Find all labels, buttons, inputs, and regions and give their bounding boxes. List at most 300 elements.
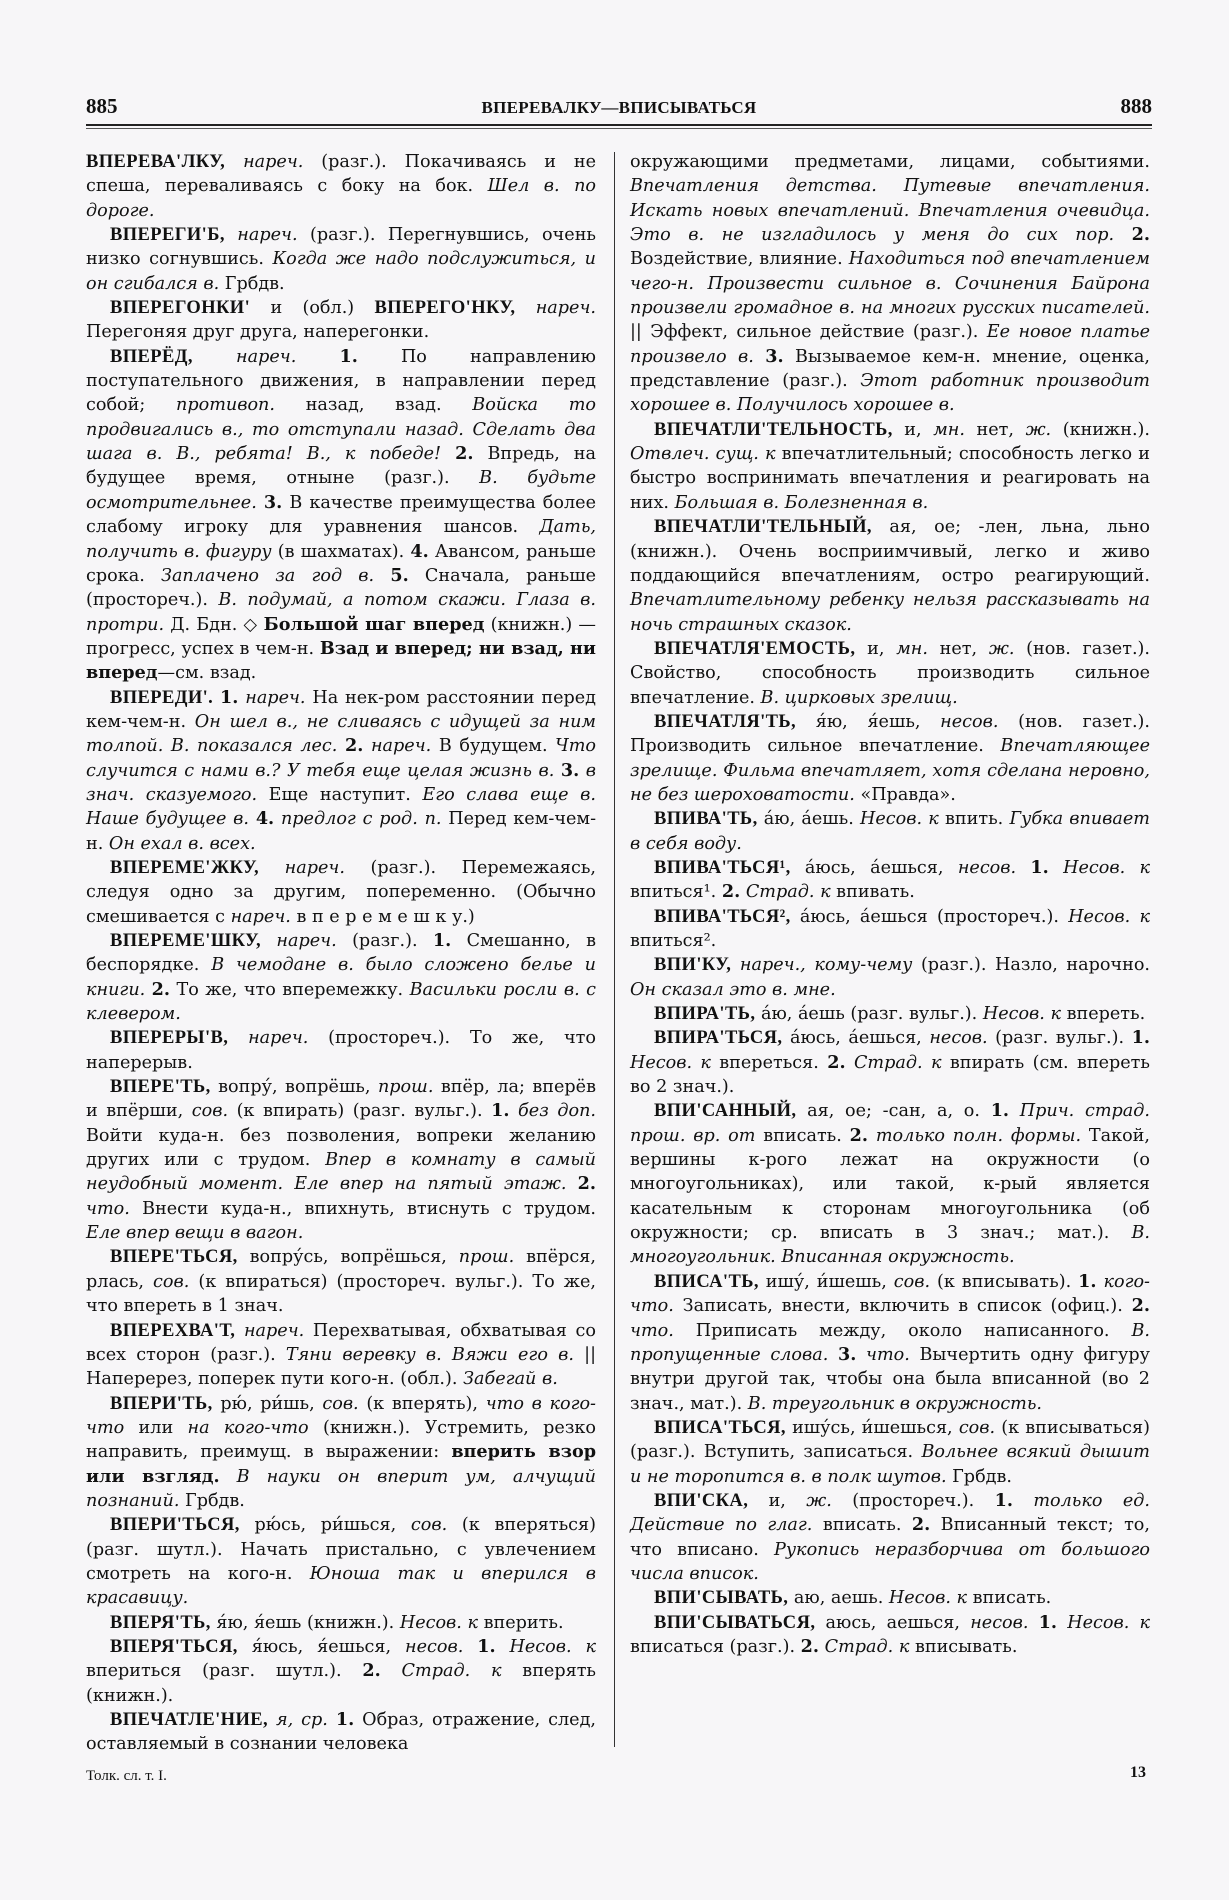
definition-text: впёр, ла; вперёв и впёрши,	[86, 1077, 596, 1122]
definition-text: Внести куда-н., впихнуть, втиснуть с трудом.	[129, 1198, 596, 1219]
italic-text: Страд. к	[745, 882, 831, 903]
dictionary-entry	[86, 296, 596, 345]
definition-text: впирать (см. впереть во 2 знач.).	[630, 1052, 1150, 1098]
definition-text	[213, 688, 220, 708]
dictionary-entry	[86, 1245, 596, 1318]
definition-text: впиться¹.	[630, 882, 722, 903]
definition-text: (книжн.).	[1051, 419, 1150, 440]
definition-text: ишу́сь, и́шешься,	[785, 1417, 959, 1438]
italic-text: Большая в. Болезненная в.	[674, 492, 929, 513]
italic-text: Несов. к	[982, 1004, 1061, 1025]
definition-text: назад, взад.	[274, 395, 473, 416]
definition-text: вопру́, вопрёшь,	[210, 1077, 378, 1098]
definition-text	[363, 736, 371, 756]
bold-text: 2.	[849, 1124, 869, 1146]
definition-text	[381, 1661, 402, 1681]
dictionary-entry	[630, 710, 1150, 807]
italic-text: Страд. к	[401, 1661, 502, 1682]
italic-text: В. будьте осмотрительнее.	[86, 468, 596, 513]
dictionary-entry	[630, 1026, 1150, 1099]
italic-text: Его слава еще в. Наше будущее в.	[86, 784, 596, 830]
italic-text: предлог с род. п.	[280, 809, 442, 830]
definition-text: я́ю, я́ешь (книжн.).	[210, 1612, 400, 1633]
headword: ВПЕЧАТЛЕ'НИЕ,	[110, 1710, 269, 1730]
bold-text: 2.	[1131, 1295, 1150, 1317]
definition-text: (к впираться) (простореч. вульг.). То же, что впереть в 1 знач.	[86, 1271, 597, 1317]
definition-text: Воздействие, влияние.	[630, 249, 849, 270]
bold-text: 1.	[220, 686, 239, 708]
italic-text: Он сказал это в. мне.	[630, 979, 836, 1000]
definition-text	[515, 298, 535, 318]
definition-text: (разг.). Покачиваясь и не спеша, переваливаясь с боку на бок.	[86, 152, 596, 197]
definition-text: в п е р е м е ш к у.)	[290, 906, 475, 927]
dictionary-entry	[86, 1611, 596, 1635]
definition-text: (к вписываться) (разг.). Вступить, записаться.	[630, 1417, 1150, 1463]
headword: ВПИ'СЫВАТЬ,	[654, 1588, 789, 1609]
definition-text: нет,	[964, 419, 1026, 440]
definition-text: вперять (книжн.).	[86, 1661, 597, 1706]
headword: ВПЕРЕХВА'Т,	[110, 1320, 236, 1341]
dictionary-entry	[86, 223, 596, 296]
headword: ВПЕРИ'ТЬСЯ,	[110, 1515, 240, 1536]
headword: ВПЕРЕГИ'Б,	[110, 225, 225, 246]
italic-text: Что случится с нами в.? У тебя еще целая жизнь в.	[86, 736, 596, 781]
definition-text: Приписать между, около написанного.	[673, 1320, 1132, 1341]
definition-text	[1013, 1491, 1033, 1511]
definition-text: и,	[892, 419, 934, 440]
definition-text: впить.	[938, 809, 1010, 830]
bold-text: 1.	[1038, 1611, 1058, 1633]
definition-text: вписать.	[812, 1515, 912, 1536]
italic-text: что.	[86, 1198, 130, 1219]
bold-text: 2.	[151, 978, 171, 1000]
italic-text: без доп.	[518, 1101, 596, 1122]
bold-text: 1.	[1131, 1027, 1150, 1049]
italic-text: Впечатляющее зрелище. Фильма впечатляет, хотя сделана неровно, не без шероховатости.	[630, 736, 1150, 805]
headword: ВПЕРЁД,	[110, 346, 193, 367]
italic-text: Отвлеч. сущ. к	[630, 444, 776, 465]
bold-text: 2.	[455, 443, 474, 465]
italic-text: сов.	[410, 1515, 448, 1536]
definition-text: (разг.). Перегнувшись, очень низко согнувшись.	[86, 225, 597, 270]
column-divider	[614, 152, 615, 1747]
headword: ВПИРА'ТЬСЯ,	[654, 1028, 783, 1049]
definition-text	[259, 858, 285, 878]
definition-text	[274, 809, 281, 829]
definition-text: По направлению поступательного движения, в направлении перед собой;	[86, 346, 596, 416]
italic-text: Забегай в.	[463, 1369, 558, 1390]
italic-text: нареч.	[276, 931, 337, 951]
definition-text: (к впирать) (разг. вульг.).	[228, 1101, 492, 1122]
italic-text: Васильки росли в. с клевером.	[86, 979, 596, 1025]
bold-text: 3.	[837, 1343, 857, 1365]
headword: ВПИРА'ТЬ,	[654, 1004, 756, 1025]
bold-text: вперить взор или взгляд.	[86, 1441, 596, 1487]
definition-text	[328, 1710, 336, 1730]
italic-text: несов.	[970, 1612, 1029, 1633]
definition-text: а́ю, а́ешь.	[757, 809, 861, 830]
bold-text: 2.	[362, 1660, 381, 1682]
italic-text: Находиться под впечатлением чего-н. Произвести сильное в. Сочинения Байрона произвели громадное в. на многих русских писателей.	[630, 249, 1150, 319]
italic-text: Впер в комнату в самый неудобный момент. Еле впер на пятый этаж.	[86, 1150, 596, 1195]
italic-text: сов.	[191, 1101, 229, 1122]
italic-text: Страд. к	[853, 1052, 942, 1073]
definition-text: вписывать.	[909, 1636, 1018, 1657]
italic-text: Несов. к	[1063, 857, 1150, 878]
dictionary-entry	[86, 1319, 596, 1392]
definition-text: В будущем.	[431, 736, 556, 757]
italic-text: сов.	[322, 1393, 359, 1414]
definition-text: (разг. вульг.).	[987, 1028, 1132, 1049]
italic-text: в знач. сказуемого.	[86, 760, 597, 805]
italic-text: В. треугольник в окружность.	[747, 1393, 1043, 1414]
definition-text: (нов. газет.). Производить сильное впечатление.	[630, 711, 1150, 757]
dictionary-entry	[630, 953, 1150, 1002]
definition-text: Еще наступит.	[257, 784, 423, 805]
italic-text: В науки он вперит ум, алчущий познаний.	[86, 1466, 596, 1511]
italic-text: Несов. к	[860, 809, 939, 830]
bold-text: 1.	[990, 1100, 1010, 1122]
entry-continuation	[630, 150, 1150, 418]
definition-text: впереться.	[710, 1052, 828, 1073]
headword: ВПЕРЕДИ'.	[110, 687, 214, 708]
headword: ВПЕЧАТЛЯ'ЕМОСТЬ,	[654, 638, 856, 659]
definition-text	[441, 444, 455, 464]
definition-text: Такой, вершины к-рого лежат на окружности (о многоугольниках), или такой, к-рый является касательным к сторонам многоугольника (об окружности; ср. вписать в 3 знач.; мат.).	[630, 1125, 1150, 1244]
definition-text: Авансом, раньше срока.	[86, 541, 596, 586]
definition-text: Записать, внести, включить в список (офиц.).	[673, 1296, 1132, 1317]
definition-text: То же, что вперемежку.	[170, 979, 410, 1000]
headword: ВПИВА'ТЬСЯ²,	[654, 906, 791, 927]
italic-text: нареч.	[535, 298, 597, 319]
italic-text: Заплачено за год в.	[160, 565, 375, 586]
dictionary-entry	[86, 1708, 596, 1757]
definition-text: и,	[855, 638, 897, 659]
entry-continuation	[86, 150, 596, 223]
italic-text: ж.	[806, 1490, 832, 1511]
italic-text: ж.	[988, 638, 1015, 659]
italic-text: Несов. к	[630, 1052, 711, 1073]
italic-text: Он шел в., не сливаясь с идущей за ним толпой. В. показался лес.	[86, 711, 596, 757]
definition-text: Д. Бдн. ◇	[164, 614, 264, 635]
headword: ВПЕРЕГОНКИ'	[110, 298, 251, 319]
definition-text: На нек-ром расстоянии перед кем-чем-н.	[86, 687, 596, 732]
definition-text	[463, 1637, 477, 1657]
bold-text: 1.	[994, 1489, 1013, 1511]
italic-text: мн.	[896, 638, 928, 659]
right-column	[630, 150, 1150, 1659]
italic-text: несов.	[405, 1636, 464, 1657]
italic-text: кого-что.	[630, 1271, 1150, 1317]
dictionary-entry	[630, 905, 1150, 954]
italic-text: В. многоугольник. Вписанная окружность.	[630, 1223, 1150, 1268]
headword: ВПЕРЕ'ТЬ,	[110, 1077, 211, 1098]
definition-text: || Эффект, сильное действие (разг.).	[630, 322, 987, 343]
dictionary-entry	[630, 1270, 1150, 1416]
bold-text: 1.	[477, 1635, 496, 1657]
dictionary-entry	[630, 418, 1150, 515]
italic-text: В чемодане в. было сложено белье и книги.	[86, 955, 596, 1000]
italic-text: Войска то продвигались в., то отступали назад. Сделать два шага в. В., ребята! В., к победе!	[86, 395, 596, 465]
definition-text: (разг.). Назло, нарочно.	[912, 955, 1150, 976]
definition-text	[1057, 1613, 1067, 1633]
definition-text	[1114, 225, 1132, 245]
definition-text: Грбдв.	[219, 273, 285, 294]
bold-text: Большой шаг вперед	[263, 613, 485, 635]
definition-text: Перегоняя друг друга, наперегонки.	[86, 322, 430, 343]
italic-text: что в кого-что	[86, 1393, 596, 1438]
bold-text: 3.	[765, 345, 784, 367]
definition-text: (книжн.) — прогресс, успех в чем-н.	[86, 614, 596, 659]
italic-text: нареч.	[245, 687, 306, 708]
definition-text	[374, 566, 390, 586]
definition-text: Перед кем-чем-н.	[86, 809, 597, 854]
dictionary-entry	[86, 929, 596, 1026]
italic-text: Несов. к	[888, 1588, 968, 1609]
italic-text: нареч.	[284, 857, 345, 878]
definition-text: аюсь, аешься,	[815, 1612, 971, 1633]
definition-text: ая, ое; -сан, а, о.	[796, 1101, 991, 1122]
italic-text: Страд. к	[824, 1636, 910, 1657]
bold-text: 1.	[1078, 1270, 1097, 1292]
headword: ВПЕРЕМЕ'ШКУ,	[110, 931, 261, 951]
definition-text: а́ю, а́ешь (разг. вульг.).	[755, 1004, 983, 1025]
definition-text	[193, 347, 236, 367]
italic-text: только ед. Действие по глаг.	[630, 1490, 1151, 1536]
italic-text: Рукопись неразборчива от большого числа вписок.	[630, 1539, 1150, 1584]
definition-text	[510, 1101, 519, 1121]
definition-text: нет,	[927, 638, 989, 659]
definition-text	[296, 347, 339, 367]
italic-text: нареч.	[230, 906, 291, 927]
definition-text: (разг.).	[336, 931, 433, 951]
italic-text: на кого-что	[187, 1417, 309, 1438]
bold-text: 1.	[432, 930, 452, 951]
italic-text: Несов. к	[1067, 1612, 1150, 1633]
definition-text: я́юсь, я́ешься,	[237, 1636, 406, 1657]
dictionary-entry	[86, 1075, 596, 1245]
sheet-number: 13	[1130, 1764, 1146, 1781]
definition-text: вписаться (разг.).	[630, 1636, 801, 1657]
dictionary-entry	[86, 686, 596, 856]
page-header	[86, 94, 1152, 124]
dictionary-entry	[630, 515, 1150, 637]
definition-text: впиться².	[630, 931, 717, 951]
bold-text: 1.	[491, 1100, 510, 1122]
italic-text: только полн. формы.	[875, 1125, 1082, 1146]
dictionary-entry	[86, 1026, 596, 1075]
bold-text: 3.	[560, 759, 580, 781]
definition-text: ишу́, и́шешь,	[758, 1271, 894, 1292]
running-head: ВПЕРЕВАЛКУ—ВПИСЫВАТЬСЯ	[481, 98, 757, 117]
definition-text: или	[124, 1417, 188, 1438]
italic-text: нареч.	[243, 1320, 305, 1341]
definition-text	[567, 1174, 578, 1194]
definition-text: а́юсь, а́ешься,	[790, 857, 958, 878]
dictionary-entry	[86, 1635, 596, 1708]
definition-text	[235, 1321, 244, 1341]
definition-text: (нов. газет.). Свойство, способность производить сильное впечатление.	[630, 638, 1150, 708]
bold-text: 2.	[827, 1051, 846, 1073]
definition-text: Вписанный текст; то, что вписано.	[630, 1515, 1150, 1560]
dictionary-entry	[630, 1099, 1150, 1269]
italic-text: сов.	[153, 1271, 190, 1292]
italic-text: Он ехал в. всех.	[108, 833, 256, 854]
italic-text: мн.	[933, 419, 965, 440]
definition-text: впёрся, рлась,	[86, 1247, 596, 1292]
headword: ВПЕРЯ'ТЬСЯ,	[110, 1636, 238, 1657]
dictionary-entry	[630, 1002, 1150, 1026]
bold-text: 3.	[263, 491, 283, 513]
dictionary-entry	[630, 807, 1150, 856]
italic-text: Несов. к	[1068, 906, 1150, 927]
dictionary-entry	[86, 345, 596, 686]
definition-text	[268, 1710, 276, 1730]
dictionary-entry	[86, 1513, 596, 1610]
definition-text: (простореч.). То же, что наперерыв.	[86, 1028, 596, 1073]
italic-text: нареч.	[237, 225, 298, 246]
headword: ВПИ'СКА,	[654, 1490, 749, 1511]
headword: ВПИВА'ТЬСЯ¹,	[654, 857, 791, 878]
headword: ВПИСА'ТЬ,	[654, 1271, 759, 1292]
italic-text: сов.	[893, 1271, 931, 1292]
italic-text: Губка впивает в себя воду.	[630, 809, 1150, 854]
italic-text: ж.	[1025, 419, 1052, 440]
italic-text: Несов. к	[509, 1636, 597, 1657]
definition-text	[1009, 1101, 1020, 1121]
bold-text: 4.	[410, 540, 429, 562]
definition-text	[1028, 1613, 1038, 1633]
definition-text	[261, 931, 276, 951]
italic-text: нареч.	[236, 346, 297, 367]
bold-text: 2.	[721, 881, 741, 903]
definition-text	[337, 736, 345, 756]
definition-text	[1016, 858, 1030, 878]
headword: ВПЕЧАТЛИ'ТЕЛЬНЫЙ,	[654, 517, 872, 538]
italic-text: Впечатлительному ребенку нельзя рассказывать на ночь страшных сказок.	[630, 590, 1150, 635]
bold-text: 2.	[911, 1514, 931, 1536]
italic-text: что.	[866, 1344, 910, 1365]
definition-text: || Наперерез, поперек пути кого-н. (обл.).	[86, 1344, 597, 1390]
definition-text: «Правда».	[854, 784, 956, 805]
headword: ВПИ'САННЫЙ,	[654, 1101, 797, 1122]
italic-text: несов.	[940, 711, 999, 732]
page-number-right: 888	[1120, 94, 1152, 118]
dictionary-entry	[630, 1611, 1150, 1660]
definition-text: Войти куда-н. без позволения, вопреки желанию других или с трудом.	[86, 1125, 596, 1171]
italic-text: нареч.	[248, 1028, 309, 1049]
italic-text: Этот работник производит хорошее в. Получилось хорошее в.	[630, 371, 1150, 416]
definition-text: (к вперять),	[358, 1393, 486, 1414]
bold-text: 4.	[255, 808, 275, 830]
headword: ВПЕРЕРЫ'В,	[110, 1028, 229, 1049]
italic-text: Прич. страд. прош. вр. от	[630, 1101, 1150, 1146]
italic-text: к	[467, 1612, 479, 1633]
headword: ВПИВА'ТЬ,	[654, 809, 758, 830]
bold-text: 2.	[1131, 224, 1150, 246]
definition-text: (к вписывать).	[930, 1271, 1079, 1292]
italic-text: Вольнее всякий дышит и не торопится в. в полк шутов.	[630, 1442, 1150, 1487]
definition-text: Вычертить одну фигуру внутри другой так, чтобы она была вписанной (во 2 знач., мат.).	[630, 1344, 1151, 1414]
bold-text: 1.	[335, 1709, 355, 1730]
definition-text	[257, 493, 264, 513]
printer-signature: Толк. сл. т. I.	[86, 1768, 167, 1784]
headword: ВПЕЧАТЛИ'ТЕЛЬНОСТЬ,	[654, 419, 893, 440]
italic-text: прош.	[458, 1247, 515, 1268]
definition-text: и,	[748, 1490, 807, 1511]
italic-text: Шел в. по дороге.	[86, 176, 596, 221]
bold-text: 2.	[800, 1635, 820, 1657]
definition-text: вписать.	[755, 1125, 850, 1146]
italic-text: В. подумай, а потом скажи. Глаза в. протри.	[86, 590, 596, 635]
definition-text: вписать.	[967, 1588, 1052, 1609]
definition-text: а́юсь, а́ешься,	[782, 1028, 930, 1049]
headword: ВПЕРИ'ТЬ,	[110, 1393, 213, 1414]
definition-text: (к вперяться) (разг. шутл.). Начать пристально, с увлечением смотреть на кого-н.	[86, 1515, 596, 1584]
definition-text: Грбдв.	[946, 1466, 1012, 1487]
dictionary-entry	[86, 1392, 596, 1514]
definition-text	[1049, 858, 1063, 878]
definition-text	[496, 1637, 510, 1657]
definition-text: я́ю, я́ешь,	[796, 711, 941, 732]
headword: ВПЕРЕ'ТЬСЯ,	[110, 1247, 238, 1268]
bold-text: Взад и вперед; ни взад, ни вперед	[86, 637, 596, 684]
italic-text: я, ср.	[275, 1710, 328, 1730]
italic-text: несов.	[929, 1028, 988, 1049]
italic-text: Дать, получить в. фигуру	[86, 517, 596, 562]
italic-text: нареч.	[243, 152, 304, 172]
headword: ВПИ'КУ,	[654, 955, 732, 976]
dictionary-entry	[86, 856, 596, 929]
definition-text: В качестве преимущества более слабому игроку для уравнения шансов.	[86, 492, 596, 538]
italic-text: Когда же надо подслужиться, и он сгибался в.	[86, 249, 596, 294]
bold-text: 1.	[1030, 856, 1049, 878]
definition-text: Впредь, на будущее время, отныне (разг.).	[86, 444, 597, 489]
definition-text	[828, 1345, 838, 1365]
headword: ВПЕРЯ'ТЬ,	[110, 1612, 211, 1633]
headword: ВПЕРЕМЕ'ЖКУ,	[110, 857, 259, 878]
definition-text: впивать.	[830, 882, 915, 903]
definition-text: рю́, ри́шь,	[212, 1393, 323, 1414]
definition-text: впереть.	[1061, 1004, 1146, 1025]
definition-text: Перехватывая, обхватывая со всех сторон (разг.).	[86, 1320, 596, 1365]
definition-text	[225, 225, 237, 245]
definition-text	[731, 955, 740, 975]
dictionary-entry	[630, 856, 1150, 905]
definition-text: рю́сь, ри́шься,	[239, 1515, 411, 1536]
italic-text: Юноша так и вперился в красавицу.	[86, 1563, 596, 1609]
italic-text: Тяни веревку в. Вяжи его в.	[285, 1344, 574, 1365]
headword: ВПЕРЕГО'НКУ,	[374, 298, 516, 319]
definition-text: вперить.	[478, 1612, 564, 1633]
italic-text: В. пропущенные слова.	[630, 1320, 1150, 1365]
definition-text: впериться (разг. шутл.).	[86, 1661, 363, 1682]
definition-text: и (обл.)	[250, 298, 375, 319]
italic-text: противоп.	[176, 395, 275, 416]
header-rule	[86, 124, 1152, 129]
definition-text	[249, 809, 256, 829]
italic-text: Впечатления детства. Путевые впечатления. Искать новых впечатлений. Впечатления очевидца. Это в. не изгладилось у меня до сих пор.	[630, 176, 1150, 246]
definition-text	[846, 1053, 854, 1073]
definition-text: ая, ое; -лен, льна, льно (книжн.). Очень восприимчивый, легко и живо поддающийся впечатлениям, остро реагирующий.	[630, 517, 1150, 586]
definition-text: —см. взад.	[157, 663, 257, 684]
definition-text	[856, 1345, 866, 1365]
headword: ВПИСА'ТЬСЯ,	[654, 1417, 786, 1438]
definition-text	[228, 1028, 248, 1048]
definition-text: окружающими предметами, лицами, событиями.	[630, 152, 1150, 172]
definition-text: Сначала, раньше (простореч.).	[86, 565, 596, 611]
definition-text	[220, 1467, 237, 1487]
